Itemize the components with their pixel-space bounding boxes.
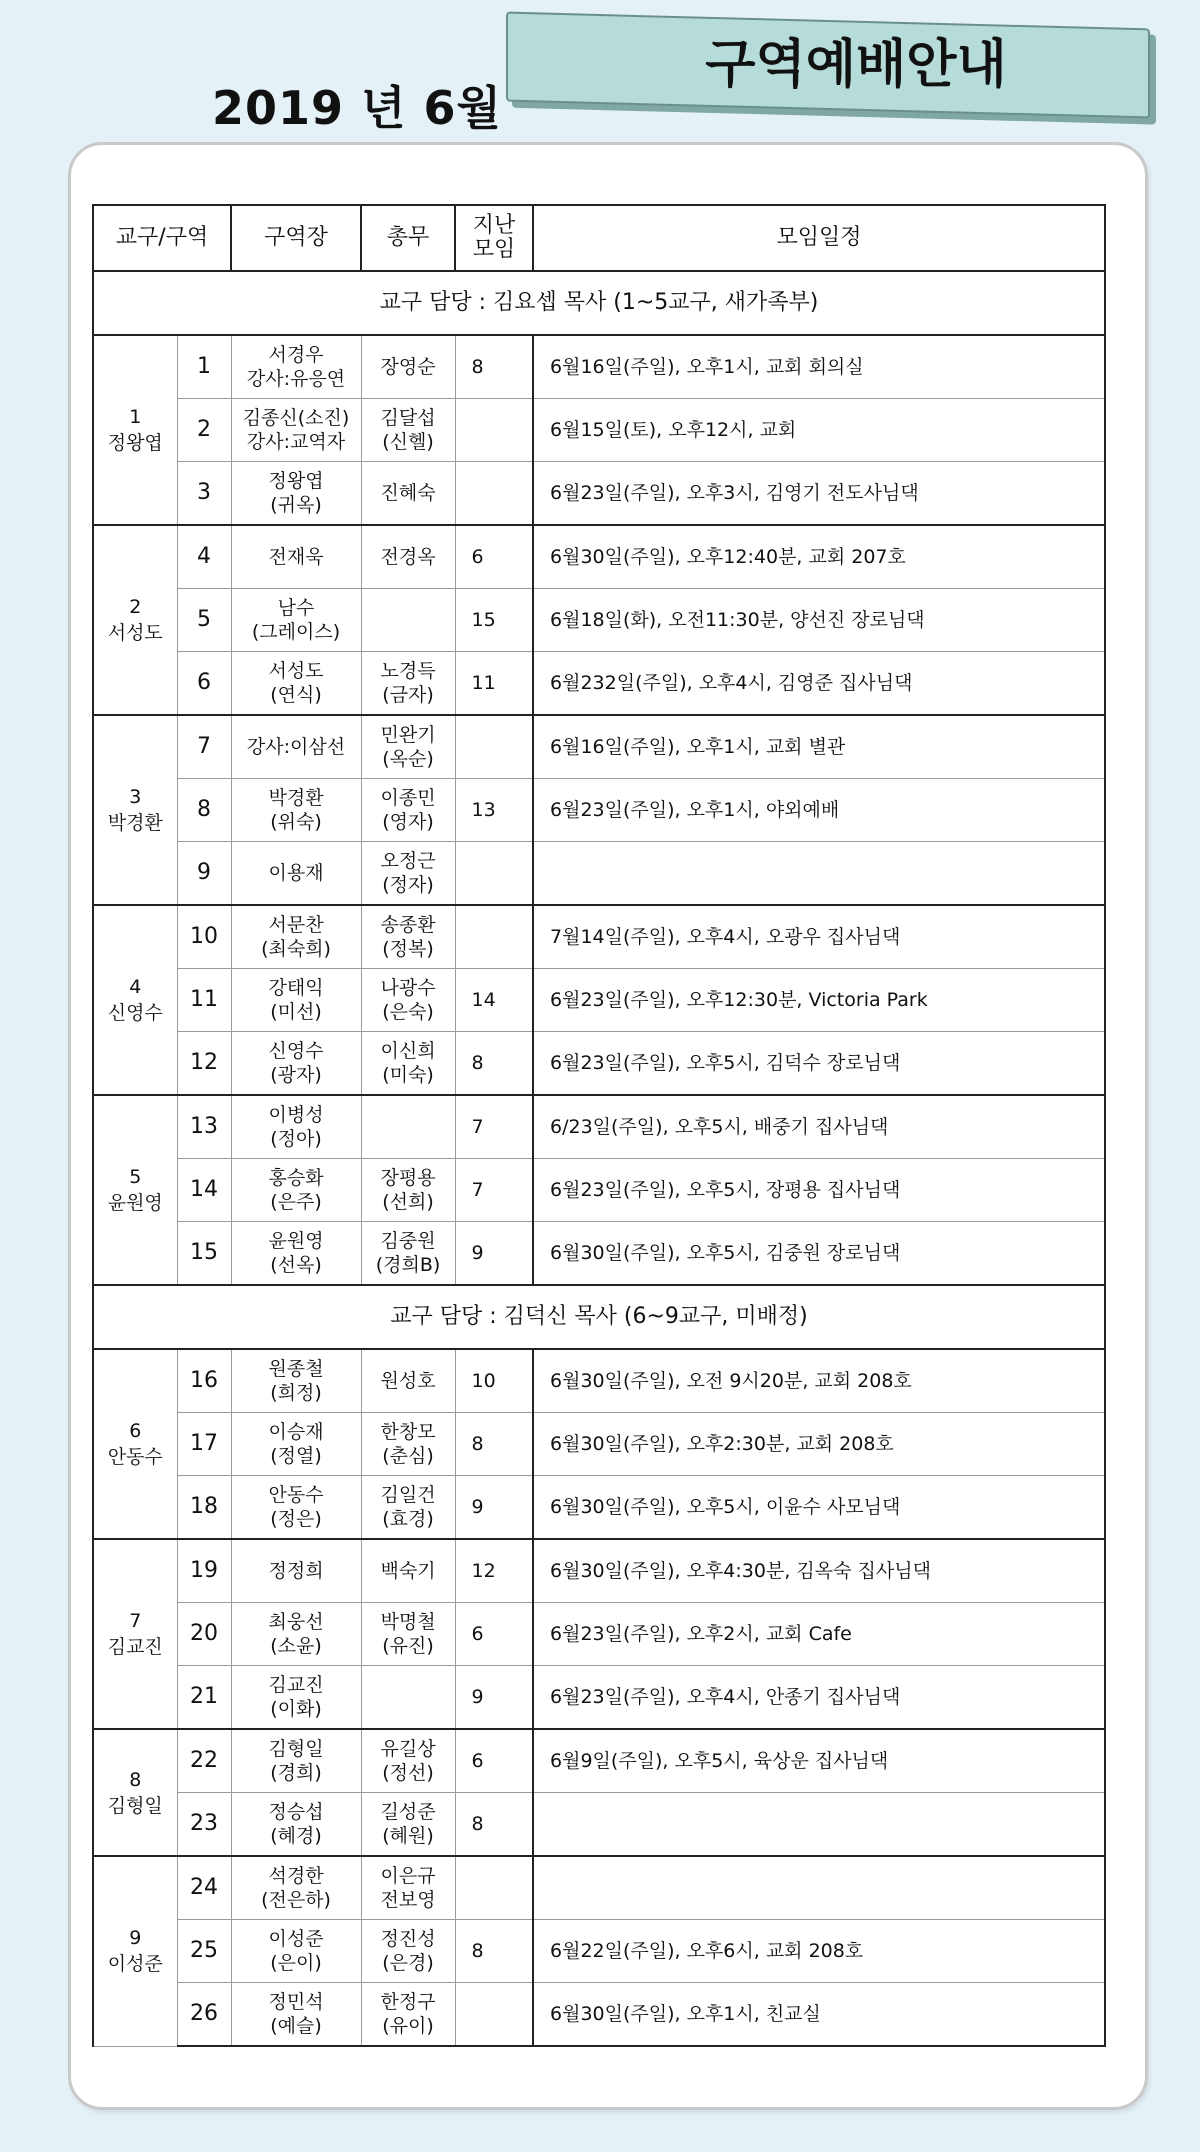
table-row [93,399,1105,462]
last-meeting-count: 8 [455,335,533,399]
chongmu-name: (정자) [382,874,434,896]
chongmu-name: 나광수 [380,977,436,999]
district-number: 5 [177,589,231,652]
leader-cell [231,905,361,969]
section-title: 교구 담당 : 김요셉 목사 (1~5교구, 새가족부) [93,271,1105,335]
leader-name: (연식) [270,684,322,706]
table-row [93,715,1105,779]
district-number: 11 [177,969,231,1032]
gyogu-cell [93,1856,177,2046]
table-row [93,1793,1105,1857]
gyogu-cell [93,1095,177,1285]
chongmu-cell [361,1032,455,1096]
meeting-schedule [533,1856,1105,1920]
chongmu-name: (경희B) [375,1254,441,1276]
leader-name: 강사:교역자 [246,431,346,453]
gyogu-number: 4 [129,976,142,998]
table-row [93,1920,1105,1983]
leader-name: (은이) [270,1952,322,1974]
leader-name: 김종신(소진) [242,407,350,429]
gyogu-leader-name: 김형일 [107,1794,163,1817]
gyogu-number: 5 [129,1166,142,1188]
chongmu-name: 박명철 [380,1611,436,1633]
table-row [93,652,1105,716]
chongmu-cell [361,1539,455,1603]
leader-name: 서경우 [268,344,324,366]
leader-name: (소윤) [270,1635,322,1657]
meeting-schedule: 6월16일(주일), 오후1시, 교회 별관 [533,715,1105,779]
table-row [93,589,1105,652]
leader-name: 최웅선 [268,1611,324,1633]
chongmu-name: 유길상 [380,1738,436,1760]
banner-title: 구역예배안내 [705,35,1007,95]
meeting-schedule: 6월15일(토), 오후12시, 교회 [533,399,1105,462]
last-meeting-count [455,842,533,906]
leader-cell [231,969,361,1032]
district-number: 15 [177,1222,231,1286]
leader-cell [231,1413,361,1476]
district-number: 23 [177,1793,231,1857]
header-chongmu: 총무 [361,205,455,271]
district-number: 9 [177,842,231,906]
gyogu-leader-name: 윤원영 [107,1192,163,1214]
table-row [93,842,1105,906]
leader-name: 신영수 [268,1040,324,1062]
last-meeting-count: 12 [455,1539,533,1603]
gyogu-number: 1 [129,406,142,428]
table-row [93,1349,1105,1413]
chongmu-name: 한정구 [380,1991,436,2013]
leader-cell [231,399,361,462]
chongmu-cell [361,1159,455,1222]
leader-name: 전재욱 [268,546,324,568]
table-row [93,969,1105,1032]
last-meeting-count: 7 [455,1159,533,1222]
gyogu-leader-name: 정왕엽 [107,432,163,454]
chongmu-name: (정선) [382,1762,434,1784]
gyogu-cell [93,335,177,525]
leader-cell [231,1729,361,1793]
leader-name: 정왕엽 [268,470,324,492]
leader-cell [231,1856,361,1920]
section-row [93,1285,1105,1349]
table-row [93,1413,1105,1476]
chongmu-name: (옥순) [382,748,434,770]
leader-cell [231,1095,361,1159]
gyogu-cell [93,1729,177,1856]
last-meeting-count: 6 [455,1603,533,1666]
leader-cell [231,842,361,906]
leader-name: (최숙희) [261,938,331,960]
last-meeting-count: 6 [455,1729,533,1793]
header-row [93,205,1105,271]
table-row [93,905,1105,969]
last-meeting-count: 14 [455,969,533,1032]
table-row [93,1983,1105,2047]
table-row [93,779,1105,842]
leader-name: (이화) [270,1698,322,1720]
gyogu-number: 2 [129,596,142,618]
leader-name: (전은하) [261,1889,331,1911]
leader-name: 이용재 [268,862,324,884]
gyogu-number: 8 [129,1768,142,1791]
chongmu-name: (선희) [382,1191,434,1213]
meeting-schedule: 6/23일(주일), 오후5시, 배중기 집사님댁 [533,1095,1105,1159]
district-number: 14 [177,1159,231,1222]
leader-name: (예슬) [270,2015,322,2037]
header-leader: 구역장 [231,205,361,271]
leader-name: (은주) [270,1191,322,1213]
leader-name: (위숙) [270,811,322,833]
district-number: 20 [177,1603,231,1666]
chongmu-name: (신헬) [382,431,434,453]
last-meeting-count: 11 [455,652,533,716]
chongmu-cell [361,462,455,526]
leader-name: 윤원영 [268,1230,324,1252]
chongmu-name: 송종환 [380,914,436,936]
gyogu-cell [93,1539,177,1729]
district-number: 1 [177,335,231,399]
district-number: 21 [177,1666,231,1730]
meeting-schedule: 6월9일(주일), 오후5시, 육상운 집사님댁 [533,1729,1105,1793]
title-banner [506,20,1156,118]
leader-name: (정아) [270,1128,322,1150]
leader-name: (혜경) [270,1825,322,1847]
meeting-schedule: 6월23일(주일), 오후5시, 장평용 집사님댁 [533,1159,1105,1222]
chongmu-name: 전경옥 [380,546,436,568]
gyogu-cell [93,525,177,715]
chongmu-cell [361,525,455,589]
gyogu-leader-name: 신영수 [107,1002,163,1024]
gyogu-leader-name: 김교진 [107,1636,163,1658]
leader-cell [231,1603,361,1666]
leader-cell [231,1349,361,1413]
district-number: 18 [177,1476,231,1540]
last-meeting-count [455,399,533,462]
meeting-schedule: 6월23일(주일), 오후4시, 안종기 집사님댁 [533,1666,1105,1730]
last-meeting-count: 9 [455,1476,533,1540]
table-row [93,1539,1105,1603]
last-meeting-count [455,715,533,779]
chongmu-name: 민완기 [380,724,436,746]
chongmu-cell [361,715,455,779]
leader-cell [231,715,361,779]
chongmu-cell [361,905,455,969]
table-row [93,462,1105,526]
meeting-schedule: 7월14일(주일), 오후4시, 오광우 집사님댁 [533,905,1105,969]
section-row [93,271,1105,335]
chongmu-cell [361,1666,455,1730]
leader-name: 원종철 [268,1358,324,1380]
leader-cell [231,1476,361,1540]
meeting-schedule: 6월23일(주일), 오후12:30분, Victoria Park [533,969,1105,1032]
leader-name: 이성준 [268,1928,324,1950]
district-number: 19 [177,1539,231,1603]
district-number: 12 [177,1032,231,1096]
leader-name: 강사:이삼선 [246,736,346,758]
leader-cell [231,1920,361,1983]
chongmu-name: 진혜숙 [380,482,436,504]
leader-cell [231,589,361,652]
leader-cell [231,1539,361,1603]
gyogu-number: 3 [129,786,142,808]
leader-name: (광자) [270,1064,322,1086]
header-last-meeting: 지난 모임 [455,205,533,271]
last-meeting-count: 10 [455,1349,533,1413]
district-number: 16 [177,1349,231,1413]
table-row [93,1159,1105,1222]
table-row [93,1032,1105,1096]
chongmu-name: (춘심) [382,1445,434,1467]
chongmu-name: 전보영 [380,1889,436,1911]
meeting-schedule: 6월18일(화), 오전11:30분, 양선진 장로님댁 [533,589,1105,652]
chongmu-name: 이신희 [380,1040,436,1062]
district-number: 3 [177,462,231,526]
leader-name: 김형일 [268,1738,324,1760]
table-row [93,1856,1105,1920]
chongmu-name: 이은규 [380,1865,436,1887]
leader-name: (그레이스) [251,621,341,643]
chongmu-cell [361,842,455,906]
leader-name: 김교진 [268,1674,324,1696]
chongmu-name: (혜원) [382,1825,434,1847]
meeting-schedule: 6월232일(주일), 오후4시, 김영준 집사님댁 [533,652,1105,716]
meeting-schedule: 6월23일(주일), 오후1시, 야외예배 [533,779,1105,842]
district-number: 17 [177,1413,231,1476]
gyogu-leader-name: 이성준 [107,1953,163,1976]
last-meeting-count: 8 [455,1032,533,1096]
leader-cell [231,1222,361,1286]
leader-name: 정민석 [268,1991,324,2013]
chongmu-cell [361,969,455,1032]
leader-cell [231,462,361,526]
leader-cell [231,1032,361,1096]
leader-name: (선옥) [270,1254,322,1276]
chongmu-cell [361,1095,455,1159]
chongmu-cell [361,779,455,842]
leader-name: 강사:유응연 [246,368,346,390]
leader-cell [231,1666,361,1730]
chongmu-name: (은숙) [382,1001,434,1023]
leader-cell [231,1159,361,1222]
chongmu-cell [361,1413,455,1476]
meeting-schedule [533,1793,1105,1857]
leader-name: 이승재 [268,1421,324,1443]
gyogu-leader-name: 서성도 [107,622,163,644]
chongmu-name: (효경) [382,1508,434,1530]
last-meeting-count: 15 [455,589,533,652]
last-meeting-count [455,1856,533,1920]
district-number: 10 [177,905,231,969]
chongmu-name: (정복) [382,938,434,960]
chongmu-cell [361,1856,455,1920]
district-number: 22 [177,1729,231,1793]
leader-name: (정열) [270,1445,322,1467]
table-row [93,1603,1105,1666]
table-row [93,1729,1105,1793]
leader-cell [231,335,361,399]
table-body [93,271,1105,2046]
table-row [93,1666,1105,1730]
chongmu-name: (금자) [382,684,434,706]
chongmu-cell [361,1222,455,1286]
chongmu-name: (유진) [382,1635,434,1657]
chongmu-cell [361,1793,455,1857]
leader-name: 정정희 [268,1560,324,1582]
chongmu-cell [361,335,455,399]
chongmu-name: 정진성 [380,1928,436,1950]
gyogu-leader-name: 박경환 [107,812,163,834]
chongmu-name: 노경득 [380,660,436,682]
meeting-schedule: 6월30일(주일), 오후5시, 이윤수 사모님댁 [533,1476,1105,1540]
district-number: 24 [177,1856,231,1920]
chongmu-name: 이종민 [380,787,436,809]
chongmu-name: 김일건 [380,1484,436,1506]
header-schedule: 모임일정 [533,205,1105,271]
chongmu-name: (은경) [382,1952,434,1974]
leader-cell [231,779,361,842]
leader-name: 석경한 [268,1865,324,1887]
leader-name: 박경환 [268,787,324,809]
chongmu-name: 한창모 [380,1421,436,1443]
district-number: 7 [177,715,231,779]
meeting-schedule: 6월30일(주일), 오후4:30분, 김옥숙 집사님댁 [533,1539,1105,1603]
last-meeting-count: 8 [455,1793,533,1857]
gyogu-cell [93,715,177,905]
schedule-table [92,204,1106,2047]
meeting-schedule: 6월30일(주일), 오후12:40분, 교회 207호 [533,525,1105,589]
meeting-schedule: 6월30일(주일), 오후1시, 친교실 [533,1983,1105,2047]
last-meeting-count: 7 [455,1095,533,1159]
chongmu-name: 오정근 [380,850,436,872]
gyogu-number: 6 [129,1420,142,1442]
leader-name: 정승섭 [268,1801,324,1823]
meeting-schedule: 6월23일(주일), 오후5시, 김덕수 장로님댁 [533,1032,1105,1096]
chongmu-cell [361,399,455,462]
gyogu-number: 7 [129,1610,142,1632]
table-row [93,335,1105,399]
leader-cell [231,652,361,716]
header-gyogu: 교구/구역 [93,205,231,271]
chongmu-name: 장평용 [380,1167,436,1189]
leader-name: (귀옥) [270,494,322,516]
leader-name: (경희) [270,1762,322,1784]
leader-cell [231,525,361,589]
gyogu-number: 9 [129,1927,142,1950]
leader-name: (희정) [270,1382,322,1404]
meeting-schedule: 6월23일(주일), 오후3시, 김영기 전도사님댁 [533,462,1105,526]
leader-name: 홍승화 [268,1167,324,1189]
chongmu-name: (미숙) [382,1064,434,1086]
meeting-schedule: 6월22일(주일), 오후6시, 교회 208호 [533,1920,1105,1983]
gyogu-cell [93,1349,177,1539]
chongmu-cell [361,652,455,716]
meeting-schedule: 6월23일(주일), 오후2시, 교회 Cafe [533,1603,1105,1666]
leader-name: 서문찬 [268,914,324,936]
chongmu-cell [361,1983,455,2047]
district-number: 8 [177,779,231,842]
meeting-schedule: 6월16일(주일), 오후1시, 교회 회의실 [533,335,1105,399]
meeting-schedule [533,842,1105,906]
chongmu-name: 장영순 [380,356,436,378]
table-row [93,1476,1105,1540]
last-meeting-count [455,1983,533,2047]
last-meeting-count [455,462,533,526]
chongmu-name: 백숙기 [380,1560,436,1582]
district-number: 26 [177,1983,231,2047]
gyogu-leader-name: 안동수 [107,1446,163,1468]
date-title: 2019 년 6월 [212,81,502,135]
district-number: 25 [177,1920,231,1983]
district-number: 2 [177,399,231,462]
chongmu-name: 원성호 [380,1370,436,1392]
chongmu-name: 김달섭 [380,407,436,429]
leader-name: (정은) [270,1508,322,1530]
chongmu-cell [361,1920,455,1983]
meeting-schedule: 6월30일(주일), 오후2:30분, 교회 208호 [533,1413,1105,1476]
leader-name: 강태익 [268,977,324,999]
table-row [93,1222,1105,1286]
table-row [93,1095,1105,1159]
gyogu-cell [93,905,177,1095]
last-meeting-count: 8 [455,1920,533,1983]
chongmu-cell [361,1729,455,1793]
table-row [93,525,1105,589]
meeting-schedule: 6월30일(주일), 오전 9시20분, 교회 208호 [533,1349,1105,1413]
last-meeting-count: 8 [455,1413,533,1476]
chongmu-cell [361,1476,455,1540]
section-title: 교구 담당 : 김덕신 목사 (6~9교구, 미배정) [93,1285,1105,1349]
chongmu-name: 길성준 [380,1801,436,1823]
leader-name: 남수 [277,597,315,619]
last-meeting-count: 9 [455,1666,533,1730]
district-number: 4 [177,525,231,589]
leader-name: 안동수 [268,1484,324,1506]
last-meeting-count: 9 [455,1222,533,1286]
meeting-schedule: 6월30일(주일), 오후5시, 김중원 장로님댁 [533,1222,1105,1286]
chongmu-name: (영자) [382,811,434,833]
chongmu-name: 김중원 [380,1230,436,1252]
leader-name: 서성도 [268,660,324,682]
district-number: 6 [177,652,231,716]
leader-name: 이병성 [268,1104,324,1126]
last-meeting-count [455,905,533,969]
leader-name: (미선) [270,1001,322,1023]
last-meeting-count: 13 [455,779,533,842]
chongmu-cell [361,1349,455,1413]
chongmu-cell [361,589,455,652]
leader-cell [231,1793,361,1857]
leader-cell [231,1983,361,2047]
chongmu-name: (유이) [382,2015,434,2037]
chongmu-cell [361,1603,455,1666]
district-number: 13 [177,1095,231,1159]
last-meeting-count: 6 [455,525,533,589]
